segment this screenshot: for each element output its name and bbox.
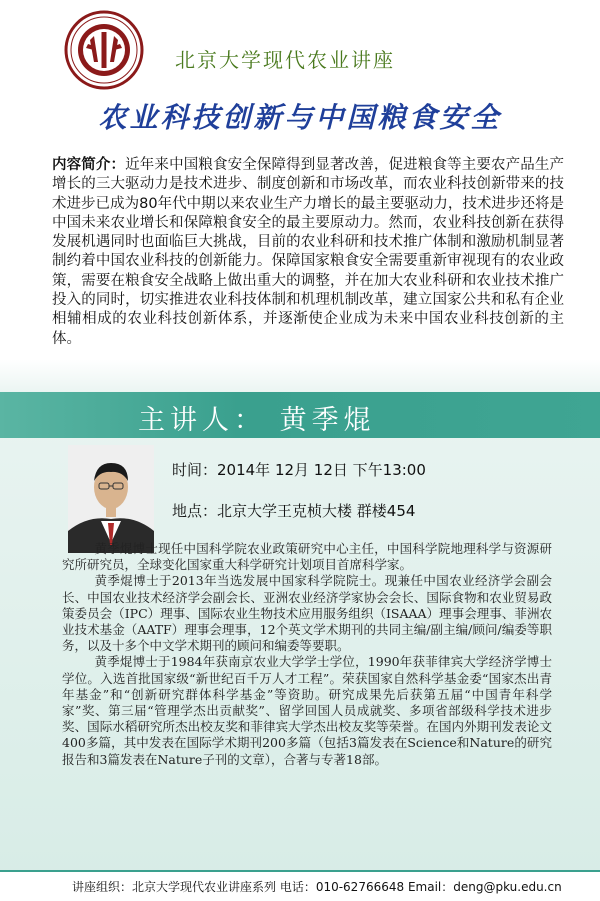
poster-header — [0, 0, 600, 150]
speaker-portrait-icon — [68, 445, 154, 553]
lecture-place: 地点：北京大学王克桢大楼 群楼454 — [172, 502, 416, 520]
lecture-time: 时间：2014年 12月 12日 下午13:00 — [172, 461, 426, 479]
organizer-footer — [0, 870, 600, 901]
lecture-title: 农业科技创新与中国粮食安全 — [98, 101, 502, 134]
intro-body: 近年来中国粮食安全保障得到显著改善，促进粮食等主要农产品生产增长的三大驱动力是技术进步、制度创新和市场改革，而农业科技创新带来的技术进步已成为80年代中期以来农业生产力增长的最主要驱动力，技术进步还将是中国未来农业增长和保障粮食安全的最主要原动力。然而，农业科技创新在获得发展机遇同时也面临巨大挑战，目前的农业科研和技术推广体制和激励机制显著制约着中国农业科技的创新能力。保障国家粮食安全需要重新审视现有的农业政策，需要在粮食安全战略上做出重大的调整，并在加大农业科研和农业技术推广投入的同时，切实推进农业科技体制和机理机制改革，建立国家公共和私有企业相辅相成的农业科技创新体系，并逐渐使企业成为未来中国农业科技创新的主体。 — [52, 157, 565, 347]
intro-section — [52, 156, 564, 349]
speaker-banner — [0, 392, 600, 438]
speaker-bio — [62, 541, 552, 768]
peking-university-logo-icon — [64, 10, 144, 90]
bio-paragraph-3: 黄季焜博士于1984年获南京农业大学学士学位，1990年获菲律宾大学经济学博士学位。入选首批国家级“新世纪百千万人才工程”。荣获国家自然科学基金委“国家杰出青年基金”和“创新研究群体科学基金”等资助。研究成果先后获第五届“中国青年科学家”奖、第三届“管理学杰出贡献奖”、留学回国人员成就奖、多项省部级科学技术进步奖、国际水稻研究所杰出校友奖和菲律宾大学杰出校友奖等荣誉。在国内外期刊发表论文400多篇，其中发表在国际学术期刊200多篇（包括3篇发表在Science和Nature的研究报告和3篇发表在Nature子刊的文章），合著与专著18部。 — [62, 654, 552, 767]
bio-paragraph-2: 黄季焜博士于2013年当选发展中国家科学院院士。现兼任中国农业经济学会副会长、中国农业技术经济学会副会长、亚洲农业经济学家协会会长、国际食物和农业贸易政策委员会（IPC）理事、国际农业生物技术应用服务组织（ISAAA）理事会理事、菲洲农业技术基金（AATF）理事会理事，12个英文学术期刊的共同主编/副主编/顾问/编委等职务，以及十多个中文学术期刊的顾问和编委等要职。 — [62, 573, 552, 654]
organizer-contact: 讲座组织：北京大学现代农业讲座系列 电话：010-62766648 Email：deng@pku.edu.cn — [72, 880, 562, 894]
bio-paragraph-1: 黄季焜博士现任中国科学院农业政策研究中心主任，中国科学院地理科学与资源研究所研究员，全球变化国家重大科学研究计划项目首席科学家。 — [62, 541, 552, 573]
lecture-series-title: 北京大学现代农业讲座 — [175, 48, 395, 72]
speaker-name: 主讲人： 黄季焜 — [138, 405, 376, 436]
intro-label: 内容简介： — [52, 157, 126, 173]
speaker-photo — [68, 445, 154, 553]
